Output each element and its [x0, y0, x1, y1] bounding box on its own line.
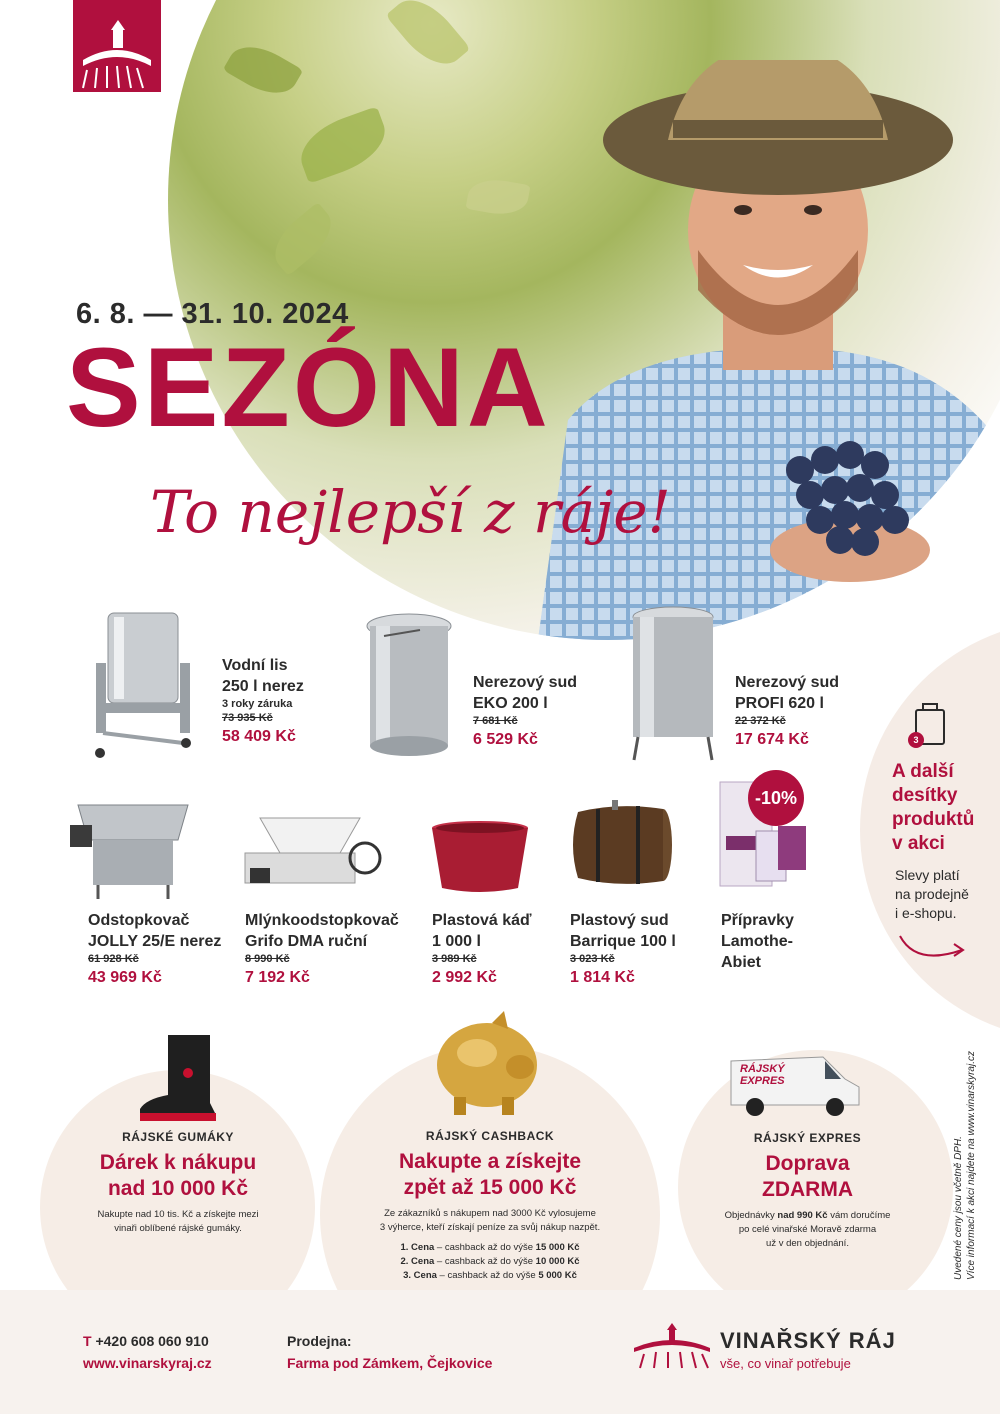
- rubber-boot-image: [138, 1033, 218, 1123]
- product-name: JOLLY 25/E nerez: [88, 933, 222, 950]
- side-promo-title-line: desítky: [892, 785, 958, 806]
- prize-rank: 3. Cena: [403, 1270, 437, 1281]
- chapel-icon: [632, 1322, 712, 1370]
- leaf-shape: [385, 0, 470, 77]
- prize-item: [340, 1269, 640, 1283]
- crusher-destemmer-image: [240, 813, 385, 893]
- promo-label: RÁJSKÉ GUMÁKY: [122, 1130, 234, 1144]
- product-card[interactable]: [473, 672, 577, 751]
- promo-text-bold: nad 990 Kč: [777, 1210, 828, 1221]
- side-promo-title: [892, 760, 974, 856]
- promo-title: ZDARMA: [762, 1178, 853, 1201]
- store-block: [287, 1330, 492, 1374]
- promo-title: Nakupte a získejte: [398, 1150, 582, 1173]
- leaf-shape: [292, 106, 394, 184]
- old-price: 61 928 Kč: [88, 953, 139, 965]
- prize-item: [340, 1255, 640, 1269]
- discount-badge: -10%: [748, 770, 804, 826]
- side-promo-text-line: na prodejně: [895, 886, 969, 902]
- promo-text-part: vám doručíme: [827, 1210, 891, 1221]
- product-card[interactable]: [721, 910, 794, 973]
- product-card[interactable]: [432, 910, 532, 989]
- product-card[interactable]: [88, 910, 221, 989]
- promo-text-part: Objednávky: [724, 1210, 778, 1221]
- product-note: 3 roky záruka: [222, 698, 293, 710]
- new-price: 2 992 Kč: [432, 969, 497, 986]
- store-name: Farma pod Zámkem, Čejkovice: [287, 1355, 493, 1371]
- side-promo-text-line: Slevy platí: [895, 867, 960, 883]
- date-range: 6. 8. — 31. 10. 2024: [76, 298, 349, 330]
- product-name: Odstopkovač: [88, 912, 190, 929]
- steel-barrel-eko-image: [362, 612, 457, 762]
- promo-text: 3 výherce, kteří získají peníze za svůj nákup nazpět.: [379, 1222, 601, 1233]
- product-name: Plastová káď: [432, 912, 532, 929]
- new-price: 7 192 Kč: [245, 969, 310, 986]
- promo-text: [680, 1209, 935, 1223]
- promo-title: Doprava: [765, 1152, 850, 1175]
- product-name: 1 000 l: [432, 933, 481, 950]
- old-price: 22 372 Kč: [735, 715, 786, 727]
- product-name: Grifo DMA ruční: [245, 933, 368, 950]
- prize-rank: 2. Cena: [400, 1256, 435, 1267]
- chapel-icon: [73, 0, 161, 92]
- side-promo-text: [895, 866, 969, 923]
- product-name: Vodní lis: [222, 657, 288, 674]
- brand-name: VINAŘSKÝ RÁJ: [720, 1328, 896, 1353]
- leaf-shape: [223, 35, 304, 105]
- prize-text: – cashback až do výše: [434, 1242, 536, 1253]
- side-promo-title-line: produktů: [892, 809, 975, 830]
- phone-line[interactable]: [83, 1330, 212, 1352]
- new-price: 1 814 Kč: [570, 969, 635, 986]
- phone-prefix: T: [83, 1333, 92, 1349]
- product-name: Abiet: [721, 954, 761, 971]
- website-link[interactable]: www.vinarskyraj.cz: [83, 1355, 212, 1371]
- page-title: SEZÓNA: [66, 325, 551, 450]
- promo-boots: [48, 1130, 308, 1236]
- promo-title: nad 10 000 Kč: [107, 1177, 249, 1200]
- promo-title: zpět až 15 000 Kč: [403, 1176, 577, 1199]
- product-card[interactable]: [222, 655, 304, 748]
- brand-logo: [73, 0, 161, 92]
- promo-text: vinaři oblíbené rájské gumáky.: [114, 1223, 242, 1234]
- product-name: Barrique 100 l: [570, 933, 676, 950]
- brand-tagline: vše, co vinař potřebuje: [720, 1356, 851, 1371]
- promo-label: RÁJSKÝ CASHBACK: [425, 1129, 555, 1143]
- promo-title: Dárek k nákupu: [99, 1151, 257, 1174]
- product-card[interactable]: [735, 672, 839, 751]
- old-price: 8 990 Kč: [245, 953, 290, 965]
- van-logo-text: [740, 1063, 785, 1087]
- product-card[interactable]: [570, 910, 676, 989]
- plastic-vat-image: [430, 820, 530, 895]
- old-price: 7 681 Kč: [473, 715, 518, 727]
- promo-expres: [680, 1131, 935, 1251]
- product-name: Nerezový sud: [473, 674, 578, 691]
- leaf-shape: [264, 202, 342, 276]
- old-price: 3 023 Kč: [570, 953, 615, 965]
- prize-item: [340, 1241, 640, 1255]
- product-name: PROFI 620 l: [735, 695, 824, 712]
- prize-text: – cashback až do výše: [436, 1270, 539, 1281]
- side-promo-title-line: v akci: [892, 833, 945, 854]
- golden-piggy-bank-image: [432, 1005, 542, 1120]
- new-price: 17 674 Kč: [735, 731, 809, 748]
- prize-list: [340, 1241, 640, 1283]
- product-name: Plastový sud: [570, 912, 669, 929]
- prize-rank: 1. Cena: [400, 1242, 435, 1253]
- side-promo-text-line: i e-shopu.: [895, 905, 957, 921]
- promo-cashback: [340, 1129, 640, 1283]
- destemmer-image: [68, 795, 198, 900]
- promo-text: už v den objednání.: [766, 1238, 849, 1249]
- water-press-image: [88, 603, 198, 763]
- steel-barrel-profi-image: [628, 605, 718, 765]
- product-name: 250 l nerez: [222, 678, 304, 695]
- product-name: Nerezový sud: [735, 674, 840, 691]
- vertical-note: [952, 1000, 992, 1280]
- prize-amount: 5 000 Kč: [538, 1270, 577, 1281]
- store-label: Prodejna:: [287, 1333, 352, 1349]
- product-name: Mlýnkoodstopkovač: [245, 912, 399, 929]
- side-promo-title-line: A další: [892, 761, 954, 782]
- grapes-image: [740, 410, 940, 590]
- new-price: 58 409 Kč: [222, 728, 296, 745]
- contact-block: [83, 1330, 212, 1374]
- vertical-note-line: Uvedené ceny jsou včetně DPH.: [953, 1136, 964, 1280]
- van-logo-line: EXPRES: [740, 1075, 785, 1087]
- product-name: Přípravky: [721, 912, 794, 929]
- cart-count: 3: [913, 735, 919, 745]
- prize-text: – cashback až do výše: [434, 1256, 536, 1267]
- old-price: 73 935 Kč: [222, 712, 273, 724]
- prize-amount: 10 000 Kč: [535, 1256, 580, 1267]
- van-logo-line: RÁJSKÝ: [740, 1063, 785, 1075]
- promo-text: po celé vinařské Moravě zdarma: [738, 1224, 877, 1235]
- promo-label: RÁJSKÝ EXPRES: [753, 1131, 862, 1145]
- promo-text: Ze zákazníků s nákupem nad 3000 Kč vylosujeme: [384, 1208, 596, 1219]
- subtitle: To nejlepší z ráje!: [150, 478, 671, 546]
- product-name: EKO 200 l: [473, 695, 548, 712]
- product-card[interactable]: [245, 910, 399, 989]
- phone-number: +420 608 060 910: [95, 1333, 209, 1349]
- prize-amount: 15 000 Kč: [535, 1242, 580, 1253]
- new-price: 6 529 Kč: [473, 731, 538, 748]
- promo-text: Nakupte nad 10 tis. Kč a získejte mezi: [97, 1209, 259, 1220]
- vertical-note-line: Více informací k akci najdete na www.vinarskyraj.cz: [966, 1051, 977, 1280]
- product-name: Lamothe-: [721, 933, 793, 950]
- old-price: 3 989 Kč: [432, 953, 477, 965]
- new-price: 43 969 Kč: [88, 969, 162, 986]
- barrique-barrel-image: [568, 800, 673, 890]
- arrow-icon: [896, 928, 976, 968]
